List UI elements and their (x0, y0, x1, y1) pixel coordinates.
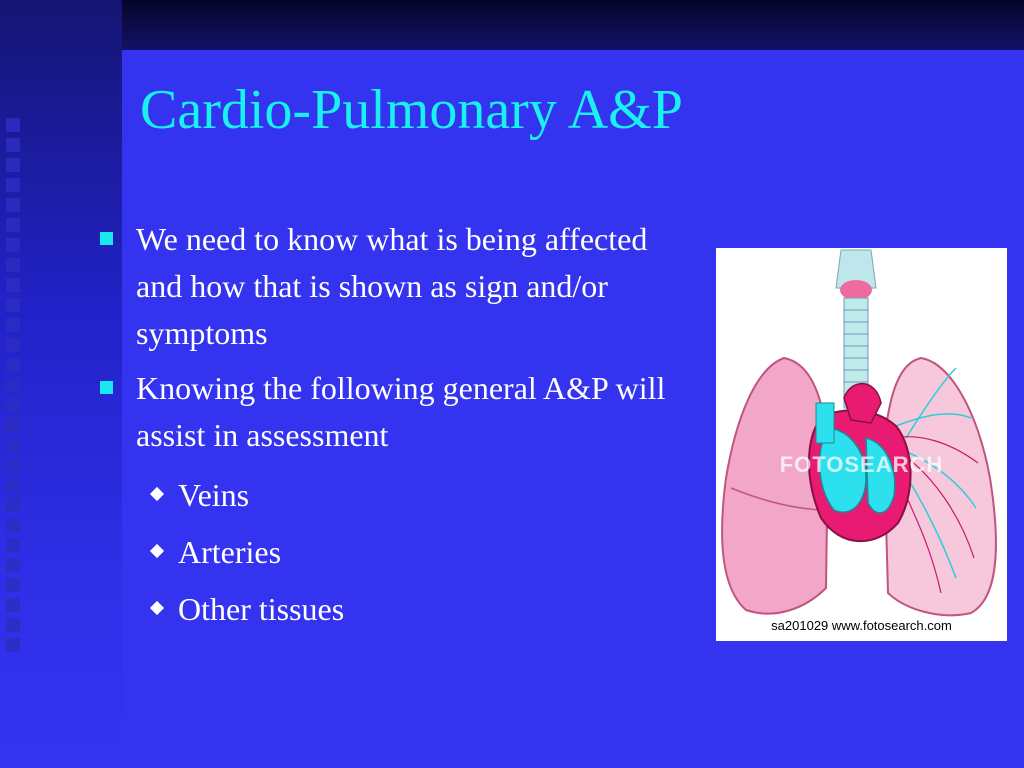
decorative-squares (6, 118, 20, 658)
sub-bullet-text: Arteries (178, 534, 282, 570)
heart-lungs-icon (716, 248, 1007, 641)
top-decorative-band (122, 0, 1024, 50)
sub-bullet-item (96, 581, 696, 638)
bullet-item (96, 216, 696, 357)
diamond-bullet-icon (150, 601, 164, 615)
sub-bullet-item (96, 524, 696, 581)
sub-bullet-text: Other tissues (178, 591, 345, 627)
square-bullet-icon (100, 232, 113, 245)
bullet-item (96, 365, 696, 459)
watermark-text: FOTOSEARCH (779, 452, 944, 477)
lung-heart-illustration (716, 248, 1007, 641)
image-caption: sa201029 www.fotosearch.com (771, 618, 952, 633)
sub-bullet-text: Veins (178, 477, 250, 513)
square-bullet-icon (100, 381, 113, 394)
bullet-text: We need to know what is being affected and how that is shown as sign and/or symptoms (136, 221, 648, 351)
sub-bullet-item (96, 467, 696, 524)
diamond-bullet-icon (150, 487, 164, 501)
bullet-list (96, 216, 696, 638)
diamond-bullet-icon (150, 544, 164, 558)
slide-title: Cardio-Pulmonary A&P (140, 79, 683, 141)
bullet-text: Knowing the following general A&P will assist in assessment (136, 370, 666, 453)
